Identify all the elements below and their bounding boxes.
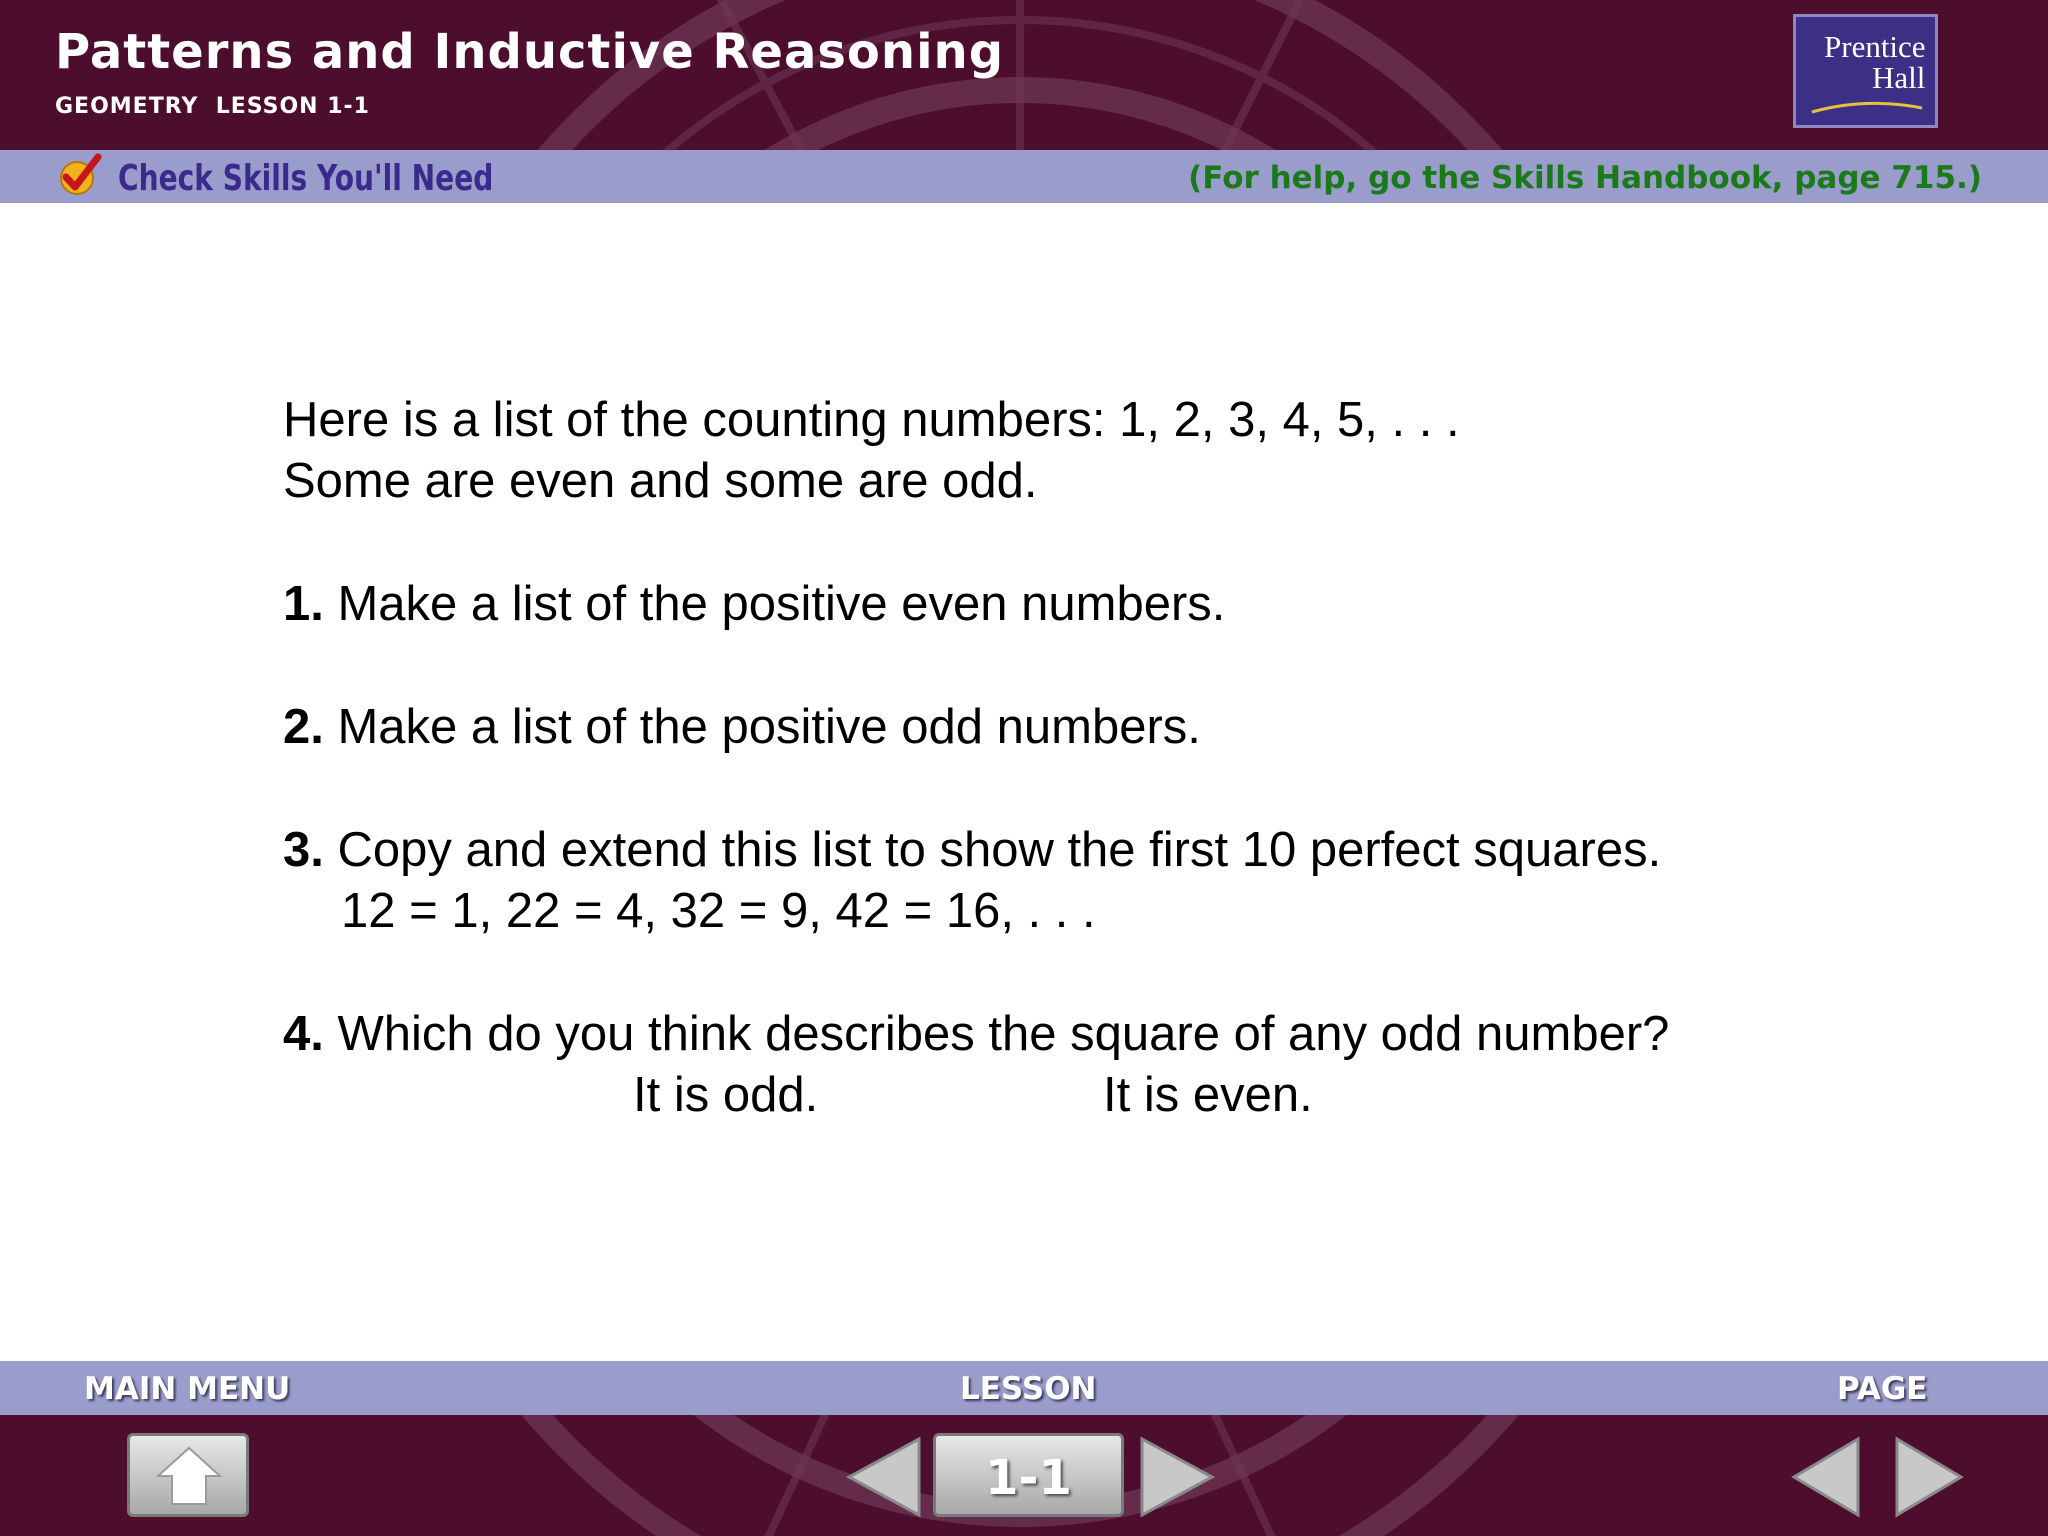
footer-label-bar xyxy=(0,1361,2048,1415)
question-number: 2. xyxy=(283,700,324,754)
page-next-arrow-icon[interactable] xyxy=(1893,1435,1965,1519)
lesson-next-arrow-icon[interactable] xyxy=(1138,1435,1218,1519)
home-icon xyxy=(156,1446,222,1506)
question-number: 4. xyxy=(283,1007,324,1061)
question-text: Which do you think describes the square of any odd number? xyxy=(323,1007,1670,1061)
question-1 xyxy=(283,574,1843,635)
page-prev-arrow-icon[interactable] xyxy=(1790,1435,1862,1519)
check-icon xyxy=(56,153,102,199)
lesson-subtitle: GEOMETRY LESSON 1-1 xyxy=(55,94,370,119)
lesson-prev-arrow-icon[interactable] xyxy=(843,1435,923,1519)
question-text: Make a list of the positive even numbers. xyxy=(323,577,1226,631)
lesson-label: LESSON xyxy=(960,1371,1097,1407)
intro-line: Some are even and some are odd. xyxy=(283,454,1038,508)
choice-odd: It is odd. xyxy=(633,1068,819,1122)
lesson-number: 1-1 xyxy=(985,1450,1072,1506)
logo-swoosh-icon xyxy=(1810,99,1925,115)
question-4 xyxy=(283,1004,1843,1065)
choice-even: It is even. xyxy=(1103,1068,1313,1122)
footer-nav xyxy=(0,1415,2048,1536)
question-text: Make a list of the positive odd numbers. xyxy=(323,700,1201,754)
question-number: 3. xyxy=(283,823,324,877)
main-menu-home-button[interactable] xyxy=(127,1433,249,1517)
question-2 xyxy=(283,697,1843,758)
skills-handbook-help: (For help, go the Skills Handbook, page 715.) xyxy=(1188,160,1982,196)
main-menu-label: MAIN MENU xyxy=(84,1371,291,1407)
skills-bar xyxy=(0,150,2048,203)
check-skills-heading: Check Skills You'll Need xyxy=(118,158,494,199)
page-label: PAGE xyxy=(1837,1371,1928,1407)
answer-choices xyxy=(283,1065,1843,1126)
question-3 xyxy=(283,820,1843,881)
intro-line: Here is a list of the counting numbers: 1, 2, 3, 4, 5, . . . xyxy=(283,393,1460,447)
lesson-number-button[interactable] xyxy=(933,1433,1124,1517)
perfect-squares-list: 12 = 1, 22 = 4, 32 = 9, 42 = 16, . . . xyxy=(341,884,1096,938)
logo-line-2: Hall xyxy=(1872,60,1926,95)
prentice-hall-logo xyxy=(1793,14,1938,128)
header xyxy=(0,0,2048,150)
page-title: Patterns and Inductive Reasoning xyxy=(55,24,1005,80)
question-number: 1. xyxy=(283,577,324,631)
lesson-content xyxy=(283,390,1843,1126)
logo-line-1: Prentice xyxy=(1824,29,1926,64)
question-text: Copy and extend this list to show the first 10 perfect squares. xyxy=(323,823,1662,877)
